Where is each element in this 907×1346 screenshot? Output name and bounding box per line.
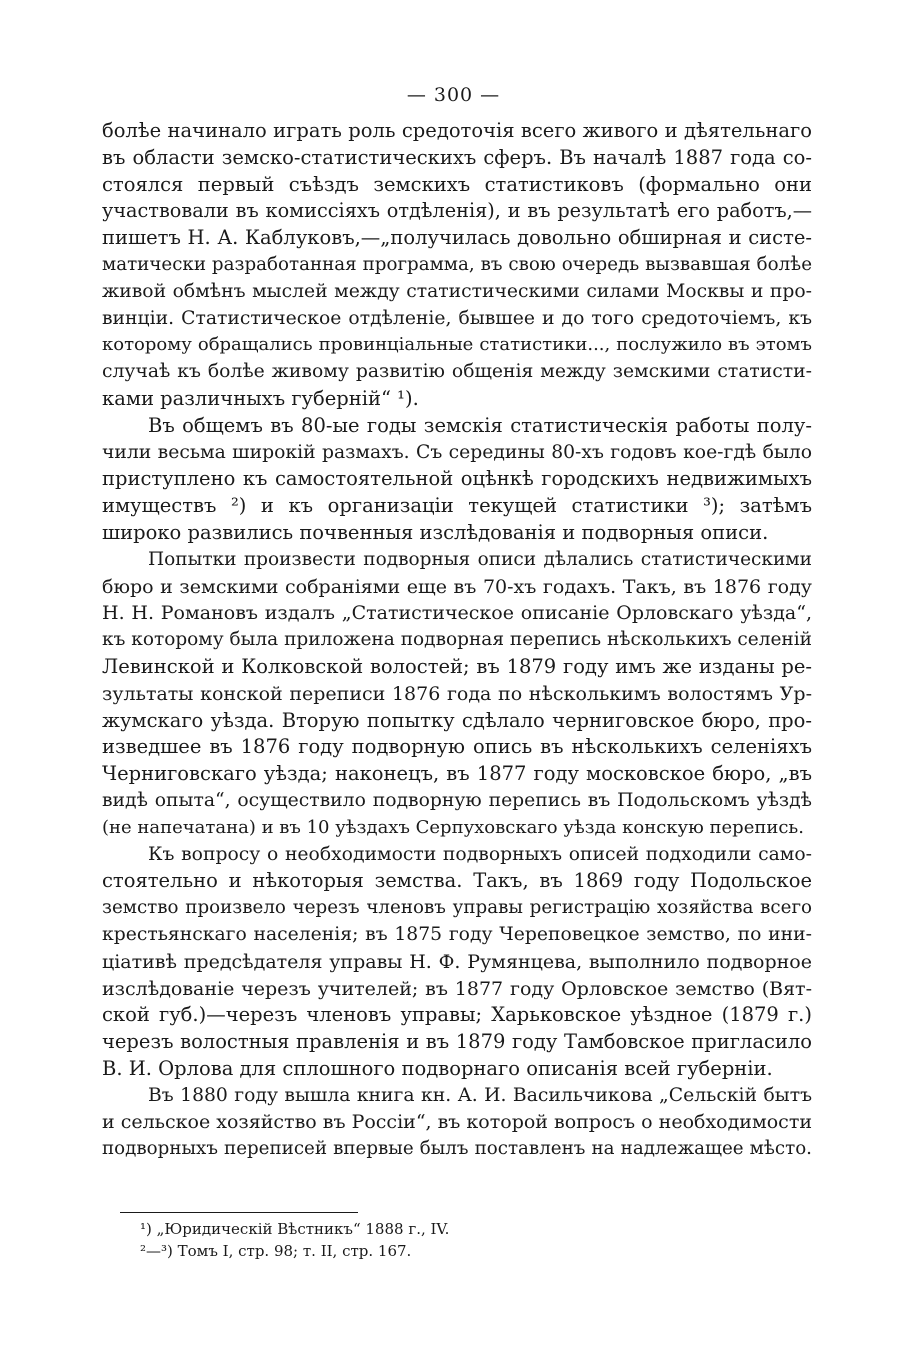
text-line: В. И. Орлова для сплошного подворнаго описанія всей губерніи. (102, 1056, 773, 1080)
text-line: Къ вопросу о необходимости подворныхъ описей подходили само- (148, 843, 812, 865)
text-line: участвовали въ комиссіяхъ отдѣленія), и въ результатѣ его работъ,— (102, 199, 812, 223)
text-line: стоялся первый съѣздъ земскихъ статистиковъ (формально они (102, 172, 812, 196)
text-line: бюро и земскими собраніями еще въ 70-хъ годахъ. Такъ, въ 1876 году (102, 575, 812, 598)
text-line: изведшее въ 1876 году подворную опись въ нѣсколькихъ селеніяхъ (102, 735, 812, 759)
footnote: ¹) „Юридическій Вѣстникъ“ 1888 г., IV. (140, 1220, 450, 1238)
text-line: изслѣдованіе черезъ учителей; въ 1877 году Орловское земство (Вят- (102, 977, 812, 1000)
text-line: стоятельно и нѣкоторыя земства. Такъ, въ 1869 году Подольское (102, 869, 812, 893)
text-line: ціативѣ предсѣдателя управы Н. Ф. Румянцева, выполнило подворное (102, 950, 812, 973)
text-line: Н. Н. Романовъ издалъ „Статистическое описаніе Орловскаго уѣзда“, (102, 602, 812, 625)
text-line: Въ общемъ въ 80-ые годы земскія статистическія работы полу- (148, 413, 812, 437)
text-line: Въ 1880 году вышла книга кн. А. И. Васильчикова „Сельскій бытъ (148, 1084, 812, 1106)
text-line: которому обращались провинціальные статистики..., послужило въ этомъ (102, 334, 812, 356)
text-line: Попытки произвести подворныя описи дѣлались статистическими (148, 548, 812, 570)
footnote: ²—³) Томъ I, стр. 98; т. II, стр. 167. (140, 1242, 412, 1260)
text-line: черезъ волостныя правленія и въ 1879 году Тамбовское пригласило (102, 1030, 812, 1054)
text-line: живой обмѣнъ мыслей между статистическими силами Москвы и про- (102, 280, 812, 302)
text-line: матически разработанная программа, въ свою очередь вызвавшая болѣе (102, 253, 812, 275)
text-line: (не напечатана) и въ 10 уѣздахъ Серпуховскаго уѣзда конскую перепись. (102, 816, 804, 838)
text-line: Левинской и Колковской волостей; въ 1879 году имъ же изданы ре- (102, 654, 812, 678)
text-line: зультаты конской переписи 1876 года по нѣсколькимъ волостямъ Ур- (102, 682, 812, 705)
text-line: широко развились почвенныя изслѣдованія и подворныя описи. (102, 520, 769, 544)
text-line: приступлено къ самостоятельной оцѣнкѣ городскихъ недвижимыхъ (102, 467, 812, 491)
text-line: случаѣ къ болѣе живому развитію общенія между земскими статисти- (102, 361, 812, 383)
text-line: ской губ.)—черезъ членовъ управы; Харьковское уѣздное (1879 г.) (102, 1003, 812, 1027)
body-text (102, 118, 812, 1163)
text-line: чили весьма широкій размахъ. Съ середины 80-хъ годовъ кое-гдѣ было (102, 441, 812, 463)
text-line: и сельское хозяйство въ Россіи“, въ которой вопросъ о необходимости (102, 1111, 812, 1134)
text-line: земство произвело черезъ членовъ управы регистрацію хозяйства всего (102, 897, 812, 919)
text-line: видѣ опыта“, осуществило подворную перепись въ Подольскомъ уѣздѣ (102, 789, 812, 811)
text-line: болѣе начинало играть роль средоточія всего живого и дѣятельнаго (102, 119, 812, 142)
text-line: винціи. Статистическое отдѣленіе, бывшее и до того средоточіемъ, къ (102, 307, 812, 329)
footnotes (140, 1218, 449, 1262)
text-line: Черниговскаго уѣзда; наконецъ, въ 1877 году московское бюро, „въ (102, 762, 812, 786)
text-line: пишетъ Н. А. Каблуковъ,—„получилась довольно обширная и систе- (102, 226, 812, 250)
text-line: ками различныхъ губерній“ ¹). (102, 386, 419, 410)
text-line: къ которому была приложена подворная перепись нѣсколькихъ селеній (102, 629, 812, 651)
page-number: — 300 — (406, 84, 501, 106)
footnote-divider (120, 1212, 358, 1213)
text-line: жумскаго уѣзда. Вторую попытку сдѣлало черниговское бюро, про- (102, 708, 812, 732)
text-line: имуществъ ²) и къ организаціи текущей статистики ³); затѣмъ (102, 494, 812, 518)
text-line: въ области земско-статистическихъ сферъ. Въ началѣ 1887 года со- (102, 145, 812, 169)
text-line: подворныхъ переписей впервые былъ поставленъ на надлежащее мѣсто. (102, 1138, 812, 1160)
text-line: крестьянскаго населенія; въ 1875 году Череповецкое земство, по ини- (102, 923, 812, 945)
